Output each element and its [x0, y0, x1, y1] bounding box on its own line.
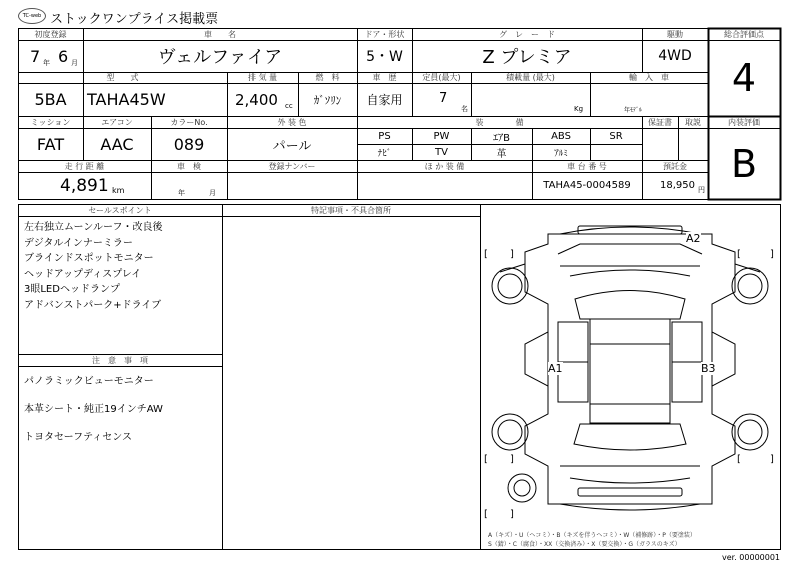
- chassis-number-value: TAHA45-0004589: [543, 180, 631, 191]
- notes-header: 注 意 事 項: [92, 355, 148, 365]
- damage-mark-b3: B3: [701, 362, 716, 375]
- color-no-value: 089: [173, 134, 205, 154]
- list-item: 本革シート・純正19インチAW: [24, 404, 163, 415]
- car-name-value: ヴェルファイア: [157, 47, 283, 68]
- hdr-first-registration: 初度登録: [34, 29, 67, 39]
- capacity-unit: 名: [461, 105, 468, 113]
- equip-leather: 革: [496, 148, 507, 160]
- interior-rating-value: B: [730, 141, 758, 186]
- list-item: パノラミックビューモニター: [24, 376, 154, 387]
- hdr-registration-number: 登録ナンバー: [268, 161, 316, 171]
- damage-mark-a1: A1: [548, 362, 563, 375]
- hdr-aircon: エアコン: [101, 117, 133, 127]
- grade-value: Z プレミア: [482, 47, 572, 68]
- hdr-drive: 駆動: [667, 29, 683, 39]
- equip-alloy: ｱﾙﾐ: [554, 148, 568, 159]
- mission-value: FAT: [36, 134, 65, 154]
- overall-rating-value: 4: [731, 56, 757, 100]
- hdr-other-equipment: ほ か 装 備: [424, 161, 465, 171]
- bracket-front-right-open: [: [737, 249, 741, 260]
- hdr-door-shape: ドア・形状: [364, 29, 405, 39]
- equip-abs: ABS: [551, 130, 571, 142]
- deposit-number: 18,950: [660, 180, 695, 191]
- exterior-color-value: パール: [272, 138, 312, 154]
- hdr-inspection: 車 検: [177, 161, 201, 171]
- mileage-unit: km: [112, 186, 125, 195]
- deposit-value: [642, 172, 708, 199]
- equip-airbag: ｴｱB: [493, 132, 510, 144]
- bracket-rear-left-open: [: [484, 454, 488, 465]
- equip-empty: [590, 144, 642, 160]
- bracket-bottom-open: [: [484, 509, 488, 520]
- hdr-chassis-number: 車 台 番 号: [567, 161, 607, 171]
- interior-rating-label: 内装評価: [728, 117, 760, 127]
- drive-value: 4WD: [658, 48, 692, 64]
- hdr-color-no: カラーNo.: [170, 117, 208, 127]
- capacity-value: [412, 83, 471, 116]
- hdr-fuel: 燃 料: [315, 73, 340, 82]
- list-item: トヨタセーフティセンス: [24, 432, 132, 443]
- hdr-grade: グ レ ー ド: [499, 29, 555, 39]
- version-label: ver. 00000001: [722, 553, 781, 562]
- displacement-unit: cc: [285, 102, 293, 110]
- bracket-rear-left-close: ]: [510, 454, 514, 465]
- aircon-value: AAC: [100, 134, 134, 154]
- hdr-mission: ミッション: [30, 117, 71, 127]
- hdr-displacement: 排 気 量: [247, 73, 278, 82]
- inspection-month-unit: 月: [209, 189, 216, 197]
- hdr-exterior-color: 外 装 色: [277, 117, 307, 127]
- door-shape-value: 5・W: [366, 49, 403, 65]
- equip-navi: ﾅﾋﾞ: [377, 148, 392, 159]
- hdr-equipment: 装 備: [475, 117, 524, 127]
- overall-rating-label: 総合評価点: [724, 29, 764, 39]
- import-model-year-label: 年ﾓﾃﾞﾙ: [624, 107, 643, 114]
- reg-year-unit: 年: [43, 59, 50, 67]
- reg-month: 6: [58, 47, 69, 66]
- hdr-capacity: 定員(最大): [422, 73, 461, 82]
- hdr-model: 型 式: [106, 73, 139, 82]
- capacity-number: 7: [439, 91, 448, 106]
- hdr-deposit: 預託金: [663, 161, 687, 171]
- hdr-history: 車 歴: [372, 73, 397, 82]
- bracket-rear-right-close: ]: [770, 454, 774, 465]
- hdr-manual: 取説: [685, 117, 701, 127]
- damage-legend-line1: A（キズ）・U（ヘコミ）・B（キズを伴うヘコミ）・W（補修跡）・P（要塗装）: [488, 532, 696, 539]
- bracket-front-left-close: ]: [510, 249, 514, 260]
- list-item: [24, 388, 163, 402]
- reg-month-unit: 月: [71, 59, 78, 67]
- model-prefix-value: 5BA: [34, 90, 67, 109]
- equip-tv: TV: [435, 146, 448, 158]
- hdr-import: 輸 入 車: [629, 73, 669, 82]
- bracket-front-right-close: ]: [770, 249, 774, 260]
- load-unit: Kg: [574, 105, 584, 113]
- list-item: デジタルインナーミラー: [24, 237, 133, 249]
- bracket-front-left-open: [: [484, 249, 488, 260]
- deposit-unit: 円: [698, 186, 705, 194]
- list-item: アドバンストパーク+ドライブ: [24, 299, 162, 311]
- list-item: ヘッドアップディスプレイ: [24, 268, 142, 280]
- page-title: ストックワンプライス掲載票: [50, 12, 219, 27]
- hdr-mileage: 走 行 距 離: [64, 161, 105, 171]
- mileage-value: [18, 172, 151, 199]
- displacement-value: [227, 83, 298, 116]
- fuel-value: ｶﾞｿﾘﾝ: [313, 93, 342, 107]
- bracket-rear-right-open: [: [737, 454, 741, 465]
- bracket-bottom-close: ]: [510, 509, 514, 520]
- remarks-header: 特記事項・不具合箇所: [311, 205, 391, 215]
- list-item: 左右独立ムーンルーフ・改良後: [24, 222, 163, 233]
- equip-sr: SR: [609, 130, 623, 142]
- damage-legend-line2: S（錆）・C（腐食）・XX（交換済み）・X（要交換）・G（ガラスのキズ）: [488, 541, 681, 548]
- model-code-value: TAHA45W: [87, 90, 166, 109]
- inspection-year-unit: 年: [178, 189, 185, 197]
- list-item: ブラインドスポットモニター: [24, 253, 154, 264]
- mileage-number: 4,891: [60, 176, 109, 196]
- sales-points-list: [24, 220, 163, 313]
- hdr-car-name: 車 名: [204, 29, 236, 39]
- damage-mark-a2: A2: [686, 232, 701, 245]
- hdr-warranty: 保証書: [648, 117, 672, 127]
- car-damage-diagram: [480, 204, 780, 550]
- displacement-number: 2,400: [235, 91, 278, 109]
- list-item: 3眼LEDヘッドランプ: [24, 284, 120, 295]
- hdr-load: 積載量 (最大): [506, 73, 555, 82]
- history-value: 自家用: [366, 93, 403, 107]
- equip-ps: PS: [378, 130, 391, 142]
- notes-list: [24, 374, 163, 444]
- reg-year: 7: [30, 47, 41, 66]
- equip-pw: PW: [433, 130, 450, 142]
- sales-points-header: セールスポイント: [88, 205, 152, 215]
- first-registration-value: [18, 40, 83, 72]
- logo: TC-web: [18, 8, 46, 24]
- list-item: [24, 416, 163, 430]
